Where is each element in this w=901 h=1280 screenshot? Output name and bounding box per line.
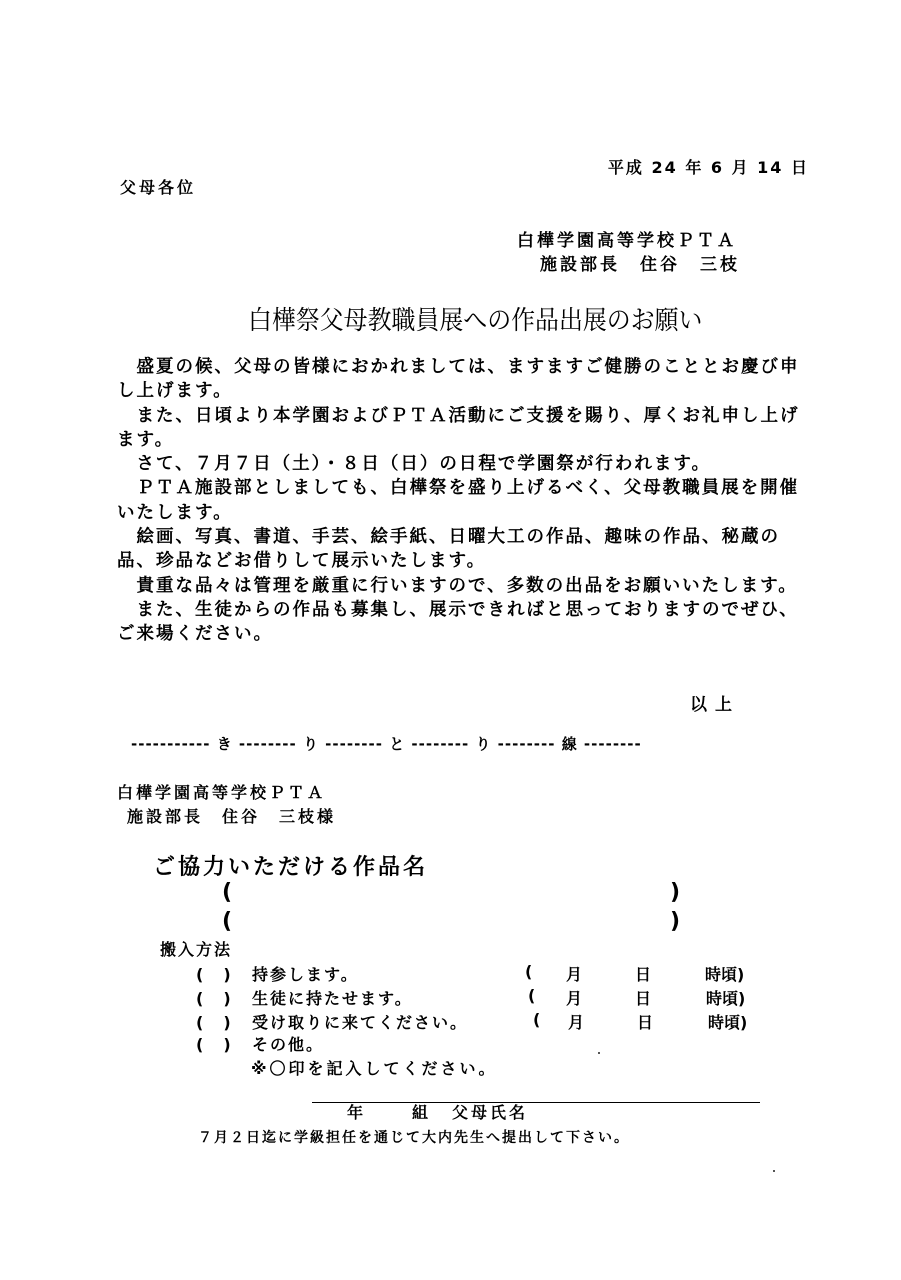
sender-organization: 白樺学園高等学校ＰＴＡ bbox=[517, 231, 737, 251]
month-label: 月 bbox=[568, 1013, 585, 1032]
option-checkbox[interactable]: ( ) bbox=[196, 965, 233, 984]
option-checkbox[interactable]: ( ) bbox=[196, 1013, 233, 1032]
body-paragraph: ＰＴＡ施設部としましても、白樺祭を盛り上げるべく、父母教職員展を開催いたします。 bbox=[117, 478, 800, 523]
reply-to-organization: 白樺学園高等学校ＰＴＡ bbox=[117, 783, 327, 802]
day-label: 日 bbox=[635, 965, 652, 984]
work-name-open-paren: ( bbox=[222, 880, 233, 905]
work-name-close-paren: ) bbox=[670, 909, 681, 934]
instruction-note: ※〇印を記入してください。 bbox=[251, 1059, 498, 1078]
reply-to-name: 施設部長 住谷 三枝様 bbox=[127, 807, 337, 826]
date-open-paren: ( bbox=[528, 986, 536, 1005]
closing: 以上 bbox=[690, 695, 740, 715]
month-label: 月 bbox=[566, 965, 583, 984]
option-label: 生徒に持たせます。 bbox=[252, 989, 413, 1008]
date-open-paren: ( bbox=[533, 1010, 541, 1029]
option-label: その他。 bbox=[252, 1035, 325, 1054]
option-checkbox[interactable]: ( ) bbox=[196, 1035, 233, 1054]
scan-speck bbox=[773, 1170, 775, 1172]
body-paragraph: さて、７月７日（土）・８日（日）の日程で学園祭が行われます。 bbox=[117, 454, 711, 475]
works-heading: ご協力いただける作品名 bbox=[153, 855, 429, 880]
body-paragraph: 絵画、写真、書道、手芸、絵手紙、日曜大工の作品、趣味の作品、秘蔵の品、珍品などお借りして展示いたします。 bbox=[117, 527, 780, 572]
option-label: 受け取りに来てください。 bbox=[252, 1013, 469, 1032]
body-paragraph: また、生徒からの作品も募集し、展示できればと思っておりますのでぜひ、ご来場ください。 bbox=[117, 599, 799, 645]
time-label: 時頃) bbox=[705, 965, 745, 984]
option-checkbox[interactable]: ( ) bbox=[196, 989, 233, 1008]
class-label: 組 bbox=[412, 1103, 429, 1122]
sender-name: 施設部長 住谷 三枝 bbox=[540, 255, 740, 275]
delivery-method-heading: 搬入方法 bbox=[160, 940, 233, 959]
deadline-note: ７月２日迄に学級担任を通じて大内先生へ提出して下さい。 bbox=[198, 1130, 630, 1146]
work-name-open-paren: ( bbox=[222, 909, 233, 934]
date-open-paren: ( bbox=[525, 962, 533, 981]
signature-line[interactable] bbox=[312, 1100, 760, 1122]
body-paragraph: また、日頃より本学園およびＰＴＡ活動にご支援を賜り、厚くお礼申し上げます。 bbox=[117, 405, 800, 450]
document-date: 平成 24 年 6 月 14 日 bbox=[607, 158, 809, 177]
recipients: 父母各位 bbox=[120, 178, 197, 197]
time-label: 時頃) bbox=[706, 989, 746, 1008]
body-text bbox=[117, 355, 817, 647]
body-paragraph: 盛夏の候、父母の皆様におかれましては、ますますご健勝のこととお慶び申し上げます。 bbox=[117, 357, 800, 402]
work-name-field-1[interactable] bbox=[245, 884, 665, 908]
work-name-close-paren: ) bbox=[670, 880, 681, 905]
year-label: 年 bbox=[347, 1103, 364, 1122]
parent-name-label: 父母氏名 bbox=[452, 1103, 529, 1122]
month-label: 月 bbox=[566, 989, 583, 1008]
option-label: 持参します。 bbox=[252, 965, 359, 984]
document-title: 白樺祭父母教職員展への作品出展のお願い bbox=[248, 306, 703, 336]
work-name-field-2[interactable] bbox=[245, 913, 665, 937]
day-label: 日 bbox=[635, 989, 652, 1008]
body-paragraph: 貴重な品々は管理を厳重に行いますので、多数の出品をお願いいたします。 bbox=[117, 575, 798, 596]
day-label: 日 bbox=[637, 1013, 654, 1032]
cut-line: ----------- き -------- り -------- と -------- り -------- 線 -------- bbox=[131, 735, 642, 753]
scan-speck bbox=[598, 1052, 600, 1054]
time-label: 時頃) bbox=[708, 1013, 748, 1032]
